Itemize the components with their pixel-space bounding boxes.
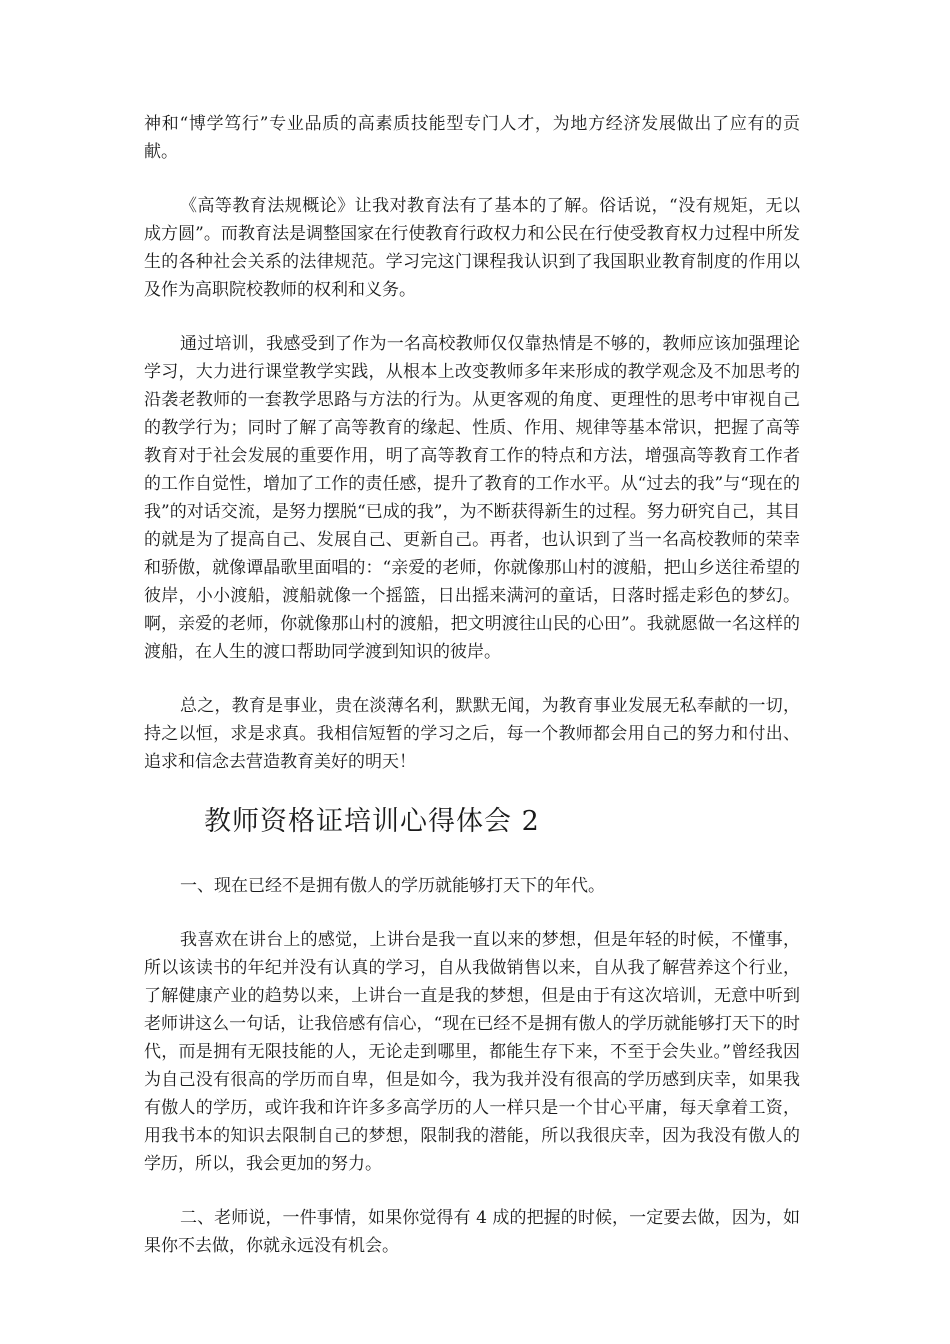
paragraph-point-one: 一、现在已经不是拥有傲人的学历就能够打天下的年代。 <box>180 876 605 896</box>
paragraph-education-law: 《高等教育法规概论》让我对教育法有了基本的了解。俗话说，“没有规矩，无以成方圆”。而教育法是调整国家在行使教育行政权力和公民在行使受教育权力过程中所发生的各种社会关系的法律规范。学习完这门课程我认识到了我国职业教育制度的作用以及作为高职院校教师的权利和义务。 <box>144 196 800 300</box>
paragraph-conclusion: 总之，教育是事业，贵在淡薄名利，默默无闻，为教育事业发展无私奉献的一切，持之以恒，求是求真。我相信短暂的学习之后，每一个教师都会用自己的努力和付出、追求和信念去营造教育美好的明天！ <box>144 696 800 772</box>
paragraph-training-reflection: 通过培训，我感受到了作为一名高校教师仅仅靠热情是不够的，教师应该加强理论学习，大力进行课堂教学实践，从根本上改变教师多年来形成的教学观念及不加思考的沿袭老教师的一套教学思路与方法的行为。从更客观的角度、更理性的思考中审视自己的教学行为；同时了解了高等教育的缘起、性质、作用、规律等基本常识，把握了高等教育对于社会发展的重要作用，明了高等教育工作的特点和方法，增强高等教育工作者的工作自觉性，增加了工作的责任感，提升了教育的工作水平。从“过去的我”与“现在的我”的对话交流，是努力摆脱“已成的我”，为不断获得新生的过程。努力研究自己，其目的就是为了提高自己、发展自己、更新自己。再者，也认识到了当一名高校教师的荣幸和骄傲，就像谭晶歌里面唱的：“亲爱的老师，你就像那山村的渡船，把山乡送往希望的彼岸，小小渡船，渡船就像一个摇篮，日出摇来满河的童话，日落时摇走彩色的梦幻。啊，亲爱的老师，你就像那山村的渡船，把文明渡往山民的心田”。我就愿做一名这样的渡船，在人生的渡口帮助同学渡到知识的彼岸。 <box>144 334 800 662</box>
paragraph-point-two: 二、老师说，一件事情，如果你觉得有 4 成的把握的时候，一定要去做，因为，如果你不去做，你就永远没有机会。 <box>144 1208 800 1256</box>
section-heading: 教师资格证培训心得体会 2 <box>204 806 540 837</box>
document-body <box>144 110 800 1286</box>
paragraph-continuation: 神和“博学笃行”专业品质的高素质技能型专门人才，为地方经济发展做出了应有的贡献。 <box>144 114 800 162</box>
paragraph-podium-dream: 我喜欢在讲台上的感觉，上讲台是我一直以来的梦想，但是年轻的时候，不懂事，所以该读书的年纪并没有认真的学习，自从我做销售以来，自从我了解营养这个行业，了解健康产业的趋势以来，上讲台一直是我的梦想，但是由于有这次培训，无意中听到老师讲这么一句话，让我倍感有信心，“现在已经不是拥有傲人的学历就能够打天下的时代，而是拥有无限技能的人，无论走到哪里，都能生存下来，不至于会失业。”曾经我因为自己没有很高的学历而自卑，但是如今，我为我并没有很高的学历感到庆幸，如果我有傲人的学历，或许我和许许多多高学历的人一样只是一个甘心平庸，每天拿着工资，用我书本的知识去限制自己的梦想，限制我的潜能，所以我很庆幸，因为我没有傲人的学历，所以，我会更加的努力。 <box>144 930 800 1174</box>
